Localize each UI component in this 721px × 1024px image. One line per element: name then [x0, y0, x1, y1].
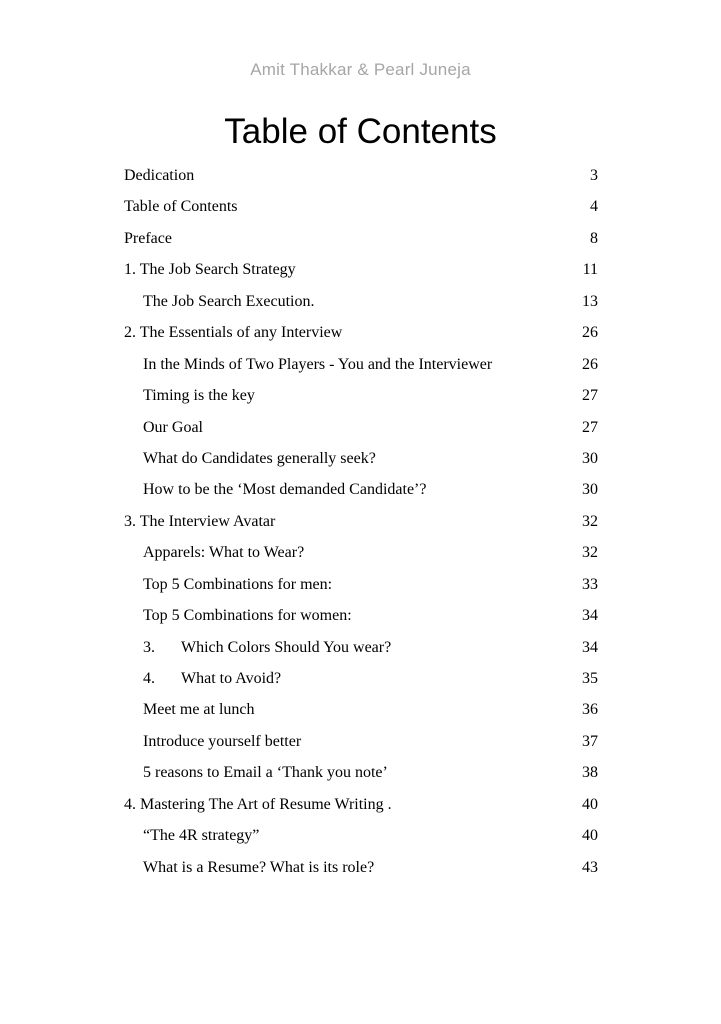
toc-entry[interactable] — [124, 450, 598, 481]
toc-entry[interactable] — [124, 859, 598, 890]
toc-entry-page-number: 30 — [582, 449, 598, 467]
toc-entry-title: 3. The Interview Avatar — [124, 512, 276, 530]
toc-entry[interactable] — [124, 387, 598, 418]
toc-entry-page-number: 27 — [582, 418, 598, 436]
toc-entry-title: Which Colors Should You wear? — [181, 638, 392, 656]
toc-entry-number: 3. — [143, 638, 155, 656]
toc-entry[interactable] — [124, 356, 598, 387]
toc-entry[interactable] — [124, 230, 598, 261]
toc-entry-page-number: 32 — [582, 544, 598, 562]
toc-entry-page-number: 26 — [582, 355, 598, 373]
toc-entry-title-group — [124, 701, 255, 719]
toc-entry-page-number: 27 — [582, 387, 598, 405]
toc-entry-page-number: 13 — [582, 292, 598, 310]
toc-entry-title: In the Minds of Two Players - You and the Interviewer — [143, 355, 493, 373]
toc-entry-title: What is a Resume? What is its role? — [143, 858, 375, 876]
toc-entry-page-number: 37 — [582, 732, 598, 750]
toc-entry-page-number: 35 — [582, 670, 598, 687]
toc-entry-title-group — [124, 764, 388, 782]
toc-entry-title-group — [124, 167, 194, 185]
toc-entry-title-group — [124, 607, 352, 625]
toc-entry-page-number: 38 — [582, 764, 598, 782]
toc-entry-title-group — [124, 198, 238, 216]
toc-entry-page-number: 33 — [582, 575, 598, 593]
toc-entry-title-group — [124, 796, 392, 814]
toc-entry-title-group — [124, 261, 296, 279]
toc-entry-page-number: 30 — [582, 481, 598, 499]
toc-entry[interactable] — [124, 827, 598, 858]
toc-entry-title-group — [124, 544, 304, 562]
toc-entry[interactable] — [124, 167, 598, 198]
toc-entry-page-number: 43 — [582, 858, 598, 876]
toc-entry[interactable] — [124, 764, 598, 795]
toc-entry-title: Table of Contents — [124, 198, 238, 216]
toc-entry[interactable] — [124, 324, 598, 355]
toc-entry-title: 5 reasons to Email a ‘Thank you note’ — [143, 764, 388, 782]
toc-entry-title: The Job Search Execution. — [143, 292, 315, 310]
toc-entry[interactable] — [124, 796, 598, 827]
toc-list — [124, 167, 598, 890]
toc-entry-title-group — [124, 450, 376, 468]
toc-entry-title-group — [124, 670, 281, 688]
toc-entry-page-number: 11 — [582, 261, 598, 279]
toc-entry-title: What to Avoid? — [181, 670, 282, 687]
toc-entry-page-number: 8 — [590, 229, 598, 247]
toc-entry-title: “The 4R strategy” — [143, 827, 260, 845]
toc-entry-title: How to be the ‘Most demanded Candidate’? — [143, 481, 427, 499]
toc-entry-title: Timing is the key — [143, 387, 255, 405]
toc-entry-title: Our Goal — [143, 418, 203, 436]
toc-entry-title-group — [124, 230, 172, 248]
toc-entry-title: Meet me at lunch — [143, 701, 255, 719]
toc-entry-title-group — [124, 293, 315, 311]
toc-entry-page-number: 40 — [582, 795, 598, 813]
toc-entry[interactable] — [124, 733, 598, 764]
toc-entry-title: What do Candidates generally seek? — [143, 449, 376, 467]
toc-entry-title: Preface — [124, 229, 172, 247]
toc-entry-title: 4. Mastering The Art of Resume Writing . — [124, 795, 392, 813]
toc-entry[interactable] — [124, 544, 598, 575]
toc-entry-title-group — [124, 639, 391, 657]
toc-entry[interactable] — [124, 198, 598, 229]
toc-entry[interactable] — [124, 513, 598, 544]
toc-entry-page-number: 4 — [590, 198, 598, 216]
toc-entry-title-group — [124, 356, 492, 374]
toc-entry[interactable] — [124, 701, 598, 732]
toc-entry-title-group — [124, 481, 426, 499]
toc-entry-title-group — [124, 733, 301, 751]
toc-entry-title-group — [124, 419, 203, 437]
toc-entry-title: Apparels: What to Wear? — [143, 544, 305, 562]
toc-entry-title: Top 5 Combinations for men: — [143, 575, 333, 593]
toc-entry-title: 2. The Essentials of any Interview — [124, 324, 343, 342]
toc-entry[interactable] — [124, 639, 598, 670]
toc-entry[interactable] — [124, 607, 598, 638]
toc-entry-title-group — [124, 387, 255, 405]
toc-entry-page-number: 34 — [582, 638, 598, 656]
toc-entry[interactable] — [124, 261, 598, 292]
toc-entry-title: Dedication — [124, 167, 195, 184]
toc-entry-page-number: 32 — [582, 512, 598, 530]
toc-entry-page-number: 40 — [582, 827, 598, 845]
toc-entry-title: Top 5 Combinations for women: — [143, 607, 352, 625]
toc-entry-title-group — [124, 324, 342, 342]
toc-entry[interactable] — [124, 670, 598, 701]
toc-entry-page-number: 36 — [582, 701, 598, 719]
toc-entry[interactable] — [124, 576, 598, 607]
toc-entry[interactable] — [124, 293, 598, 324]
toc-entry-page-number: 34 — [582, 607, 598, 625]
toc-entry-title: Introduce yourself better — [143, 732, 302, 750]
toc-entry[interactable] — [124, 419, 598, 450]
toc-entry[interactable] — [124, 481, 598, 512]
toc-entry-number: 4. — [143, 670, 155, 687]
toc-entry-page-number: 26 — [582, 324, 598, 342]
toc-entry-title-group — [124, 576, 332, 594]
toc-entry-title-group — [124, 827, 259, 845]
page-title: Table of Contents — [224, 112, 497, 151]
running-header: Amit Thakkar & Pearl Juneja — [250, 60, 471, 79]
toc-entry-title-group — [124, 859, 374, 877]
toc-entry-page-number: 3 — [590, 167, 598, 184]
toc-entry-title-group — [124, 513, 275, 531]
toc-entry-title: 1. The Job Search Strategy — [124, 261, 296, 279]
